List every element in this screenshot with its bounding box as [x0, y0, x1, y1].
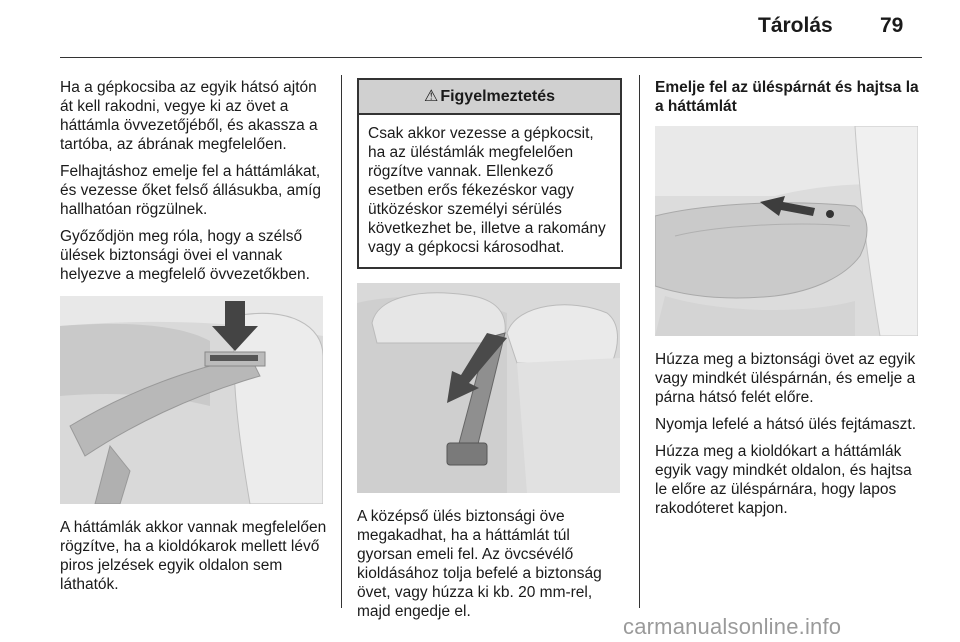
seat-cushion-illustration: [655, 126, 918, 336]
paragraph: A háttámlák akkor vannak megfelelően rögzítve, ha a kioldókarok mellett lévő piros jelzések egyik oldalon sem láthatók.: [60, 519, 327, 593]
column-1: [60, 78, 330, 602]
page-number: 79: [880, 14, 904, 37]
page-title: Tárolás: [758, 14, 833, 37]
section-heading: Emelje fel az üléspárnát és hajtsa la a háttámlát: [655, 79, 919, 115]
paragraph: A középső ülés biztonsági öve megakadhat, ha a háttámlát túl gyorsan emeli fel. Az övcsévélő kioldásához tolja befelé a biztonság övet, vagy húzza ki kb. 20 mm-rel, majd engedje el.: [357, 508, 602, 620]
seatbelt-guide-illustration: [60, 296, 323, 504]
warning-title: Figyelmeztetés: [440, 88, 556, 105]
warning-icon: ⚠: [423, 88, 439, 105]
column-3: [655, 78, 922, 526]
paragraph: Felhajtáshoz emelje fel a háttámlákat, és vezesse őket felső állásukba, amíg hallhatóan rögzülnek.: [60, 163, 322, 218]
paragraph: Húzza meg a biztonsági övet az egyik vagy mindkét üléspárnán, és emelje a párna hátsó felét előre.: [655, 351, 916, 406]
paragraph: Ha a gépkocsiba az egyik hátsó ajtón át kell rakodni, vegye ki az övet a háttámla övvezetőjéből, és akassza a tartóba, az ábrának megfelelően.: [60, 79, 318, 153]
warning-text: Csak akkor vezesse a gépkocsit, ha az üléstámlák megfelelően rögzítve vannak. Ellenkező esetben erős fékezéskor vagy ütközéskor személyi sérülés következhet be, illetve a rakomány vagy a gépkocsi károsodhat.: [368, 125, 606, 256]
paragraph: Győződjön meg róla, hogy a szélső ülések biztonsági övei el vannak helyezve a megfelelő övvezetőkben.: [60, 228, 310, 283]
paragraph: Húzza meg a kioldókart a háttámlák egyik vagy mindkét oldalon, és hajtsa le előre az üléspárnára, hogy lapos rakodóteret kapjon.: [655, 443, 912, 517]
header-divider: [60, 57, 922, 58]
warning-header: [359, 80, 620, 115]
column-divider-left: [341, 75, 342, 608]
column-divider-right: [639, 75, 640, 608]
column-2: [357, 78, 622, 629]
center-seatbelt-illustration: [357, 283, 620, 493]
paragraph: Nyomja lefelé a hátsó ülés fejtámaszt.: [655, 416, 917, 433]
watermark: carmanualsonline.info: [623, 614, 842, 639]
warning-box: [357, 78, 622, 269]
